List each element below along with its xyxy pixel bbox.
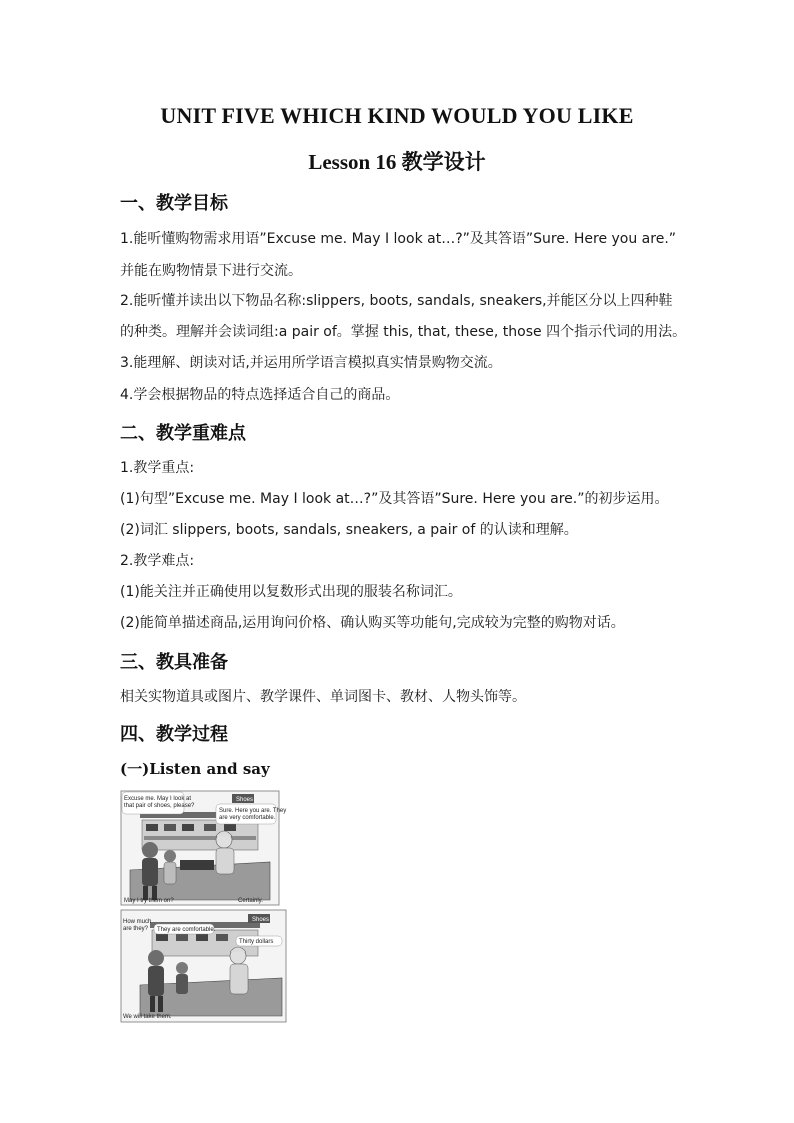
comic-panel-2: [121, 910, 286, 1022]
section-heading-materials: 三、教具准备: [120, 652, 228, 673]
speech-bubble: Sure. Here you are. They: [219, 808, 287, 814]
objective-line: 的种类。理解并会读词组:a pair of。掌握 this, that, these, those 四个指示代词的用法。: [120, 324, 687, 340]
key-point-line: 1.教学重点:: [120, 460, 195, 476]
objective-line: 2.能听懂并读出以下物品名称:slippers, boots, sandals, sneakers,并能区分以上四种鞋: [120, 293, 673, 309]
speech-bubble: We will take them.: [123, 1014, 172, 1020]
speech-bubble: Excuse me. May I look at: [124, 796, 192, 802]
objective-line: 1.能听懂购物需求用语”Excuse me. May I look at…?”及其答语”Sure. Here you are.”: [120, 231, 677, 247]
shop-sign: Shoes: [252, 917, 270, 923]
subsection-listen-and-say: (一)Listen and say: [120, 760, 270, 778]
key-point-line: 2.教学难点:: [120, 553, 195, 569]
shop-sign: Shoes: [236, 797, 254, 803]
key-point-line: (1)能关注并正确使用以复数形式出现的服装名称词汇。: [120, 584, 462, 600]
speech-bubble: Thirty dollars: [239, 939, 274, 945]
comic-panel-1: [121, 791, 286, 905]
speech-bubble: May I try them on?: [124, 898, 174, 904]
speech-bubble: Certainly.: [238, 898, 263, 904]
key-point-line: (1)句型”Excuse me. May I look at…?”及其答语”Sure. Here you are.”的初步运用。: [120, 491, 669, 507]
document-subtitle: Lesson 16 教学设计: [308, 150, 486, 174]
objective-line: 3.能理解、朗读对话,并运用所学语言模拟真实情景购物交流。: [120, 355, 502, 371]
speech-bubble: are very comfortable.: [219, 815, 276, 821]
key-point-line: (2)词汇 slippers, boots, sandals, sneakers, a pair of 的认读和理解。: [120, 522, 578, 538]
section-heading-process: 四、教学过程: [120, 724, 228, 745]
key-point-line: (2)能简单描述商品,运用询问价格、确认购买等功能句,完成较为完整的购物对话。: [120, 615, 625, 631]
speech-bubble: How much: [123, 919, 152, 925]
objective-line: 4.学会根据物品的特点选择适合自己的商品。: [120, 387, 400, 403]
shoe-shop-illustration: [120, 790, 292, 1025]
objective-line: 并能在购物情景下进行交流。: [120, 263, 302, 279]
speech-bubble: They are comfortable.: [157, 927, 216, 933]
section-heading-key-points: 二、教学重难点: [120, 423, 246, 444]
document-title: UNIT FIVE WHICH KIND WOULD YOU LIKE: [160, 103, 634, 128]
section-heading-objectives: 一、教学目标: [120, 193, 228, 214]
materials-line: 相关实物道具或图片、教学课件、单词图卡、教材、人物头饰等。: [120, 689, 526, 705]
speech-bubble: that pair of shoes, please?: [124, 803, 195, 809]
speech-bubble: are they?: [123, 926, 149, 932]
